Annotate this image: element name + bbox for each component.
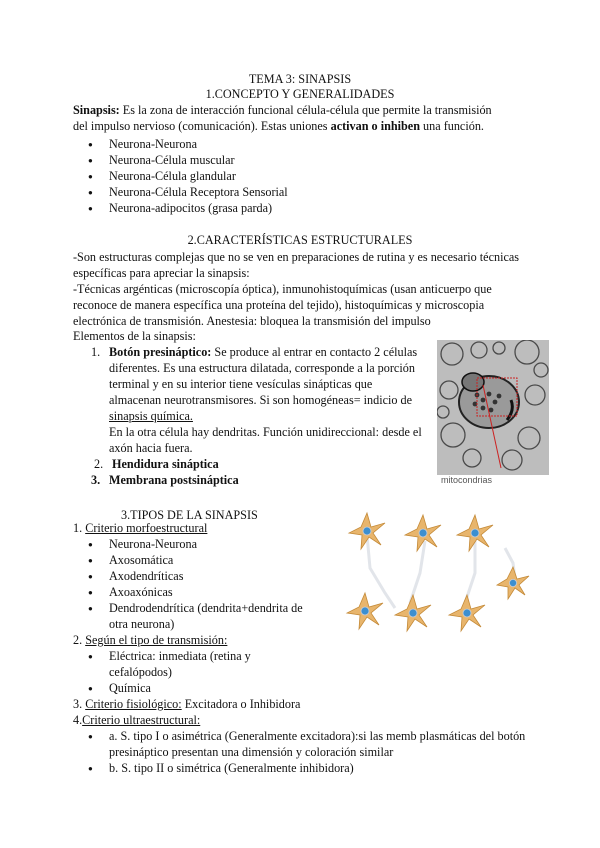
element-item-3 (91, 473, 239, 488)
definition-text: del impulso nervioso (comunicación). Estas uniones (73, 119, 331, 133)
section-2-title: 2.CARACTERÍSTICAS ESTRUCTURALES (187, 233, 413, 247)
criterion-text: Excitadora o Inhibidora (181, 697, 301, 711)
item-number: 2. (94, 457, 104, 471)
list-item: ● b. S. tipo II o simétrica (Generalmente inhibidora) (109, 761, 354, 776)
criterion-number: 3. (73, 697, 86, 711)
definition-text: Es la zona de interacción funcional célula-célula que permite la transmisión (119, 103, 492, 117)
list-item: ● Química (109, 681, 151, 696)
element-item-2 (94, 457, 219, 472)
element-text: Se produce al entrar en contacto 2 células (211, 345, 418, 359)
definition-term: Sinapsis: (73, 103, 120, 117)
element-label: Membrana postsináptica (109, 473, 239, 487)
neurons (347, 513, 529, 631)
paragraph-line: terminal y en su interior tiene vesículas sinápticas que (109, 377, 373, 391)
list-item: ● Dendrodendrítica (dendrita+dendrita de (109, 601, 303, 616)
list-item-continuation: cefalópodos) (109, 665, 172, 679)
definition-text: una función. (420, 119, 484, 133)
element-label: Botón presináptico: (109, 345, 212, 359)
list-item-continuation: otra neurona) (109, 617, 175, 631)
criterion-3 (73, 697, 300, 712)
list-item-continuation: presináptico presentan una dimensión y coloración similar (109, 745, 394, 759)
elements-intro: Elementos de la sinapsis: (73, 329, 196, 343)
list-item: ● a. S. tipo I o asimétrica (Generalmente excitadora):si las memb plasmáticas del botón (109, 729, 525, 744)
criterion-4 (73, 713, 200, 728)
list-item: ● Neurona-Neurona (109, 537, 197, 552)
list-item: ● Neurona-Neurona (109, 137, 197, 152)
criterion-number: 1. (73, 521, 86, 535)
neuron-connections (367, 535, 515, 608)
criterion-number: 2. (73, 633, 86, 647)
criterion-label: Criterio ultraestructural: (82, 713, 201, 727)
definition-bold: activan o inhiben (330, 119, 420, 133)
paragraph-line: -Técnicas argénticas (microscopía óptica), inmunohistoquímicas (usan anticuerpo que (73, 282, 492, 296)
synapse-micrograph (437, 340, 549, 475)
criterion-number: 4. (73, 713, 83, 727)
list-item: ● Neurona-Célula Receptora Sensorial (109, 185, 288, 200)
element-item-1 (91, 345, 418, 360)
list-item: ● Neurona-Célula muscular (109, 153, 235, 168)
criterion-2 (73, 633, 227, 648)
paragraph-line: reconoce de manera específica una proteína del tejido), histoquímicas y microscopia (73, 298, 485, 312)
paragraph-line: almacenan neurotransmisores. Si son homogéneas= indicio de (109, 393, 413, 407)
list-item: ● Eléctrica: inmediata (retina y (109, 649, 251, 664)
criterion-label: Según el tipo de transmisión: (85, 633, 228, 647)
page-title: TEMA 3: SINAPSIS (248, 72, 352, 86)
item-number: 1. (91, 345, 101, 359)
list-item: ● Axoaxónicas (109, 585, 173, 600)
paragraph-line (109, 409, 193, 424)
underlined-term: sinapsis química. (109, 409, 193, 423)
mitochondrion (462, 373, 484, 391)
definition-line-2 (73, 119, 484, 134)
paragraph-line: -Son estructuras complejas que no se ven en preparaciones de rutina y es necesario técnicas (73, 250, 520, 264)
synapse-types-diagram (325, 503, 540, 638)
micrograph-caption: mitocondrias (441, 475, 493, 485)
list-item: ● Neurona-adipocitos (grasa parda) (109, 201, 272, 216)
paragraph-line: En la otra célula hay dendritas. Función unidireccional: desde el (109, 425, 422, 439)
criterion-label: Criterio fisiológico: (85, 697, 182, 711)
criterion-1 (73, 521, 207, 536)
element-label: Hendidura sináptica (112, 457, 219, 471)
item-number: 3. (91, 473, 101, 487)
section-3-title: 3.TIPOS DE LA SINAPSIS (121, 508, 258, 522)
list-item: ● Neurona-Célula glandular (109, 169, 236, 184)
paragraph-line: electrónica de transmisión. Anestesia: bloquea la transmisión del impulso (73, 314, 431, 328)
section-1-title: 1.CONCEPTO Y GENERALIDADES (205, 87, 395, 101)
paragraph-line: diferentes. Es una estructura dilatada, corresponde a la porción (109, 361, 415, 375)
paragraph-line: axón hacia fuera. (109, 441, 193, 455)
paragraph-line: específicas para apreciar la sinapsis: (73, 266, 250, 280)
list-item: ● Axosomática (109, 553, 173, 568)
criterion-label: Criterio morfoestructural (85, 521, 208, 535)
list-item: ● Axodendríticas (109, 569, 183, 584)
definition-line-1 (73, 103, 492, 118)
